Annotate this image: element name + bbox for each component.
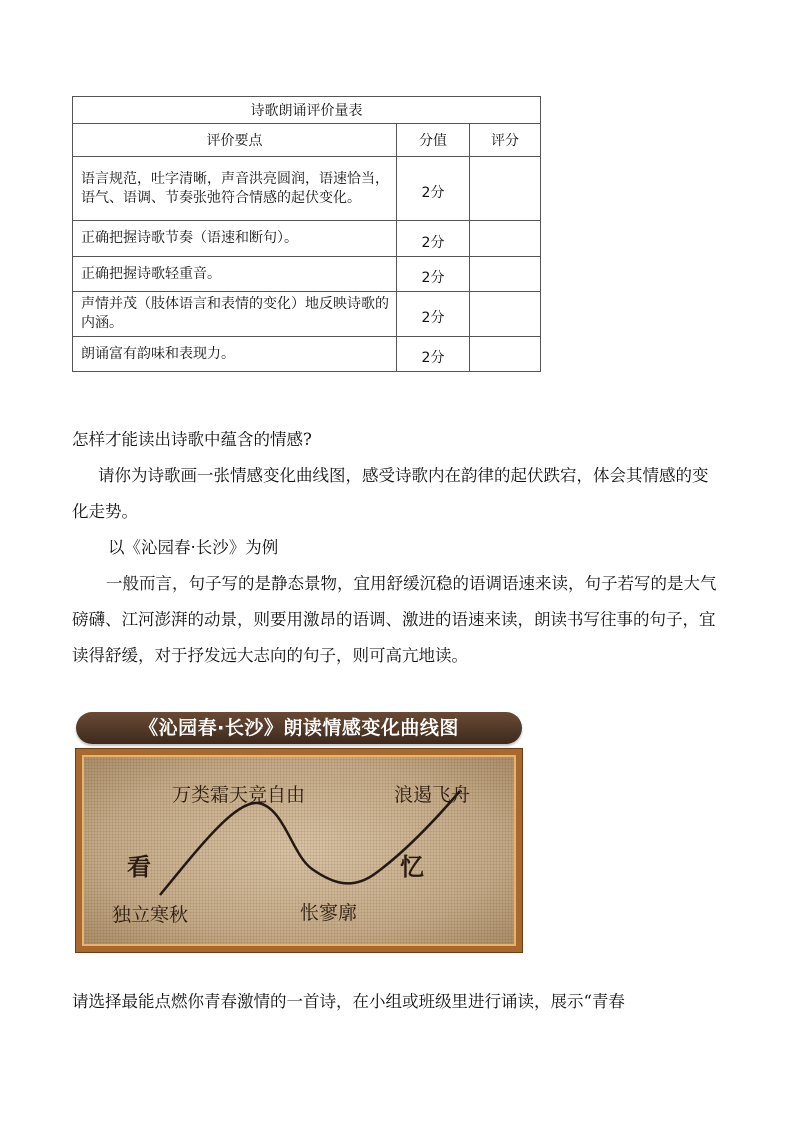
header-criteria: 评价要点 xyxy=(73,124,397,157)
grade-cell[interactable] xyxy=(470,337,541,372)
emotion-curve-figure xyxy=(76,749,522,952)
label-remember: 忆 xyxy=(400,853,424,881)
table-row xyxy=(73,337,541,372)
grade-cell[interactable] xyxy=(470,157,541,221)
label-look: 看 xyxy=(127,853,151,881)
table-row xyxy=(73,157,541,221)
criteria-cell: 正确把握诗歌节奏（语速和断句）。 xyxy=(73,221,397,257)
label-p3: 怅寥廓 xyxy=(300,902,358,924)
score-cell: 2分 xyxy=(397,221,470,257)
table-row xyxy=(73,221,541,257)
figure-title-banner: 《沁园春·长沙》朗读情感变化曲线图 xyxy=(76,712,522,744)
score-cell: 2分 xyxy=(397,292,470,337)
grade-cell[interactable] xyxy=(470,292,541,337)
score-cell: 2分 xyxy=(397,337,470,372)
header-grade: 评分 xyxy=(470,124,541,157)
score-cell: 2分 xyxy=(397,157,470,221)
guidance-paragraph: 一般而言，句子写的是静态景物，宜用舒缓沉稳的语调语速来读，句子若写的是大气磅礴、江河澎湃的动景，则要用激昂的语调、激进的语速来读，朗读书写往事的句子，宜读得舒缓，对于抒发远大志向的句子，则可高亢地读。 xyxy=(72,574,717,665)
table-row xyxy=(73,292,541,337)
label-p1: 独立寒秋 xyxy=(112,904,189,926)
label-p4: 浪遏飞舟 xyxy=(394,784,471,806)
table-row xyxy=(73,257,541,292)
grade-cell[interactable] xyxy=(470,221,541,257)
criteria-cell: 正确把握诗歌轻重音。 xyxy=(73,257,397,292)
final-paragraph: 请选择最能点燃你青春激情的一首诗，在小组或班级里进行诵读，展示“青春 xyxy=(72,992,625,1011)
example-line: 以《沁园春·长沙》为例 xyxy=(108,538,279,557)
evaluation-table xyxy=(72,96,541,372)
question-text: 怎样才能读出诗歌中蕴含的情感? xyxy=(72,430,312,449)
grade-cell[interactable] xyxy=(470,257,541,292)
criteria-cell: 声情并茂（肢体语言和表情的变化）地反映诗歌的内涵。 xyxy=(73,292,397,337)
label-p2: 万类霜天竞自由 xyxy=(172,784,306,806)
score-cell: 2分 xyxy=(397,257,470,292)
header-score: 分值 xyxy=(397,124,470,157)
table-title: 诗歌朗诵评价量表 xyxy=(73,97,541,124)
criteria-cell: 朗诵富有韵味和表现力。 xyxy=(73,337,397,372)
instruction-paragraph: 请你为诗歌画一张情感变化曲线图，感受诗歌内在韵律的起伏跌宕，体会其情感的变化走势。 xyxy=(72,466,709,521)
criteria-cell: 语言规范，吐字清晰，声音洪亮圆润，语速恰当，语气、语调、节奏张弛符合情感的起伏变化。 xyxy=(73,157,397,221)
